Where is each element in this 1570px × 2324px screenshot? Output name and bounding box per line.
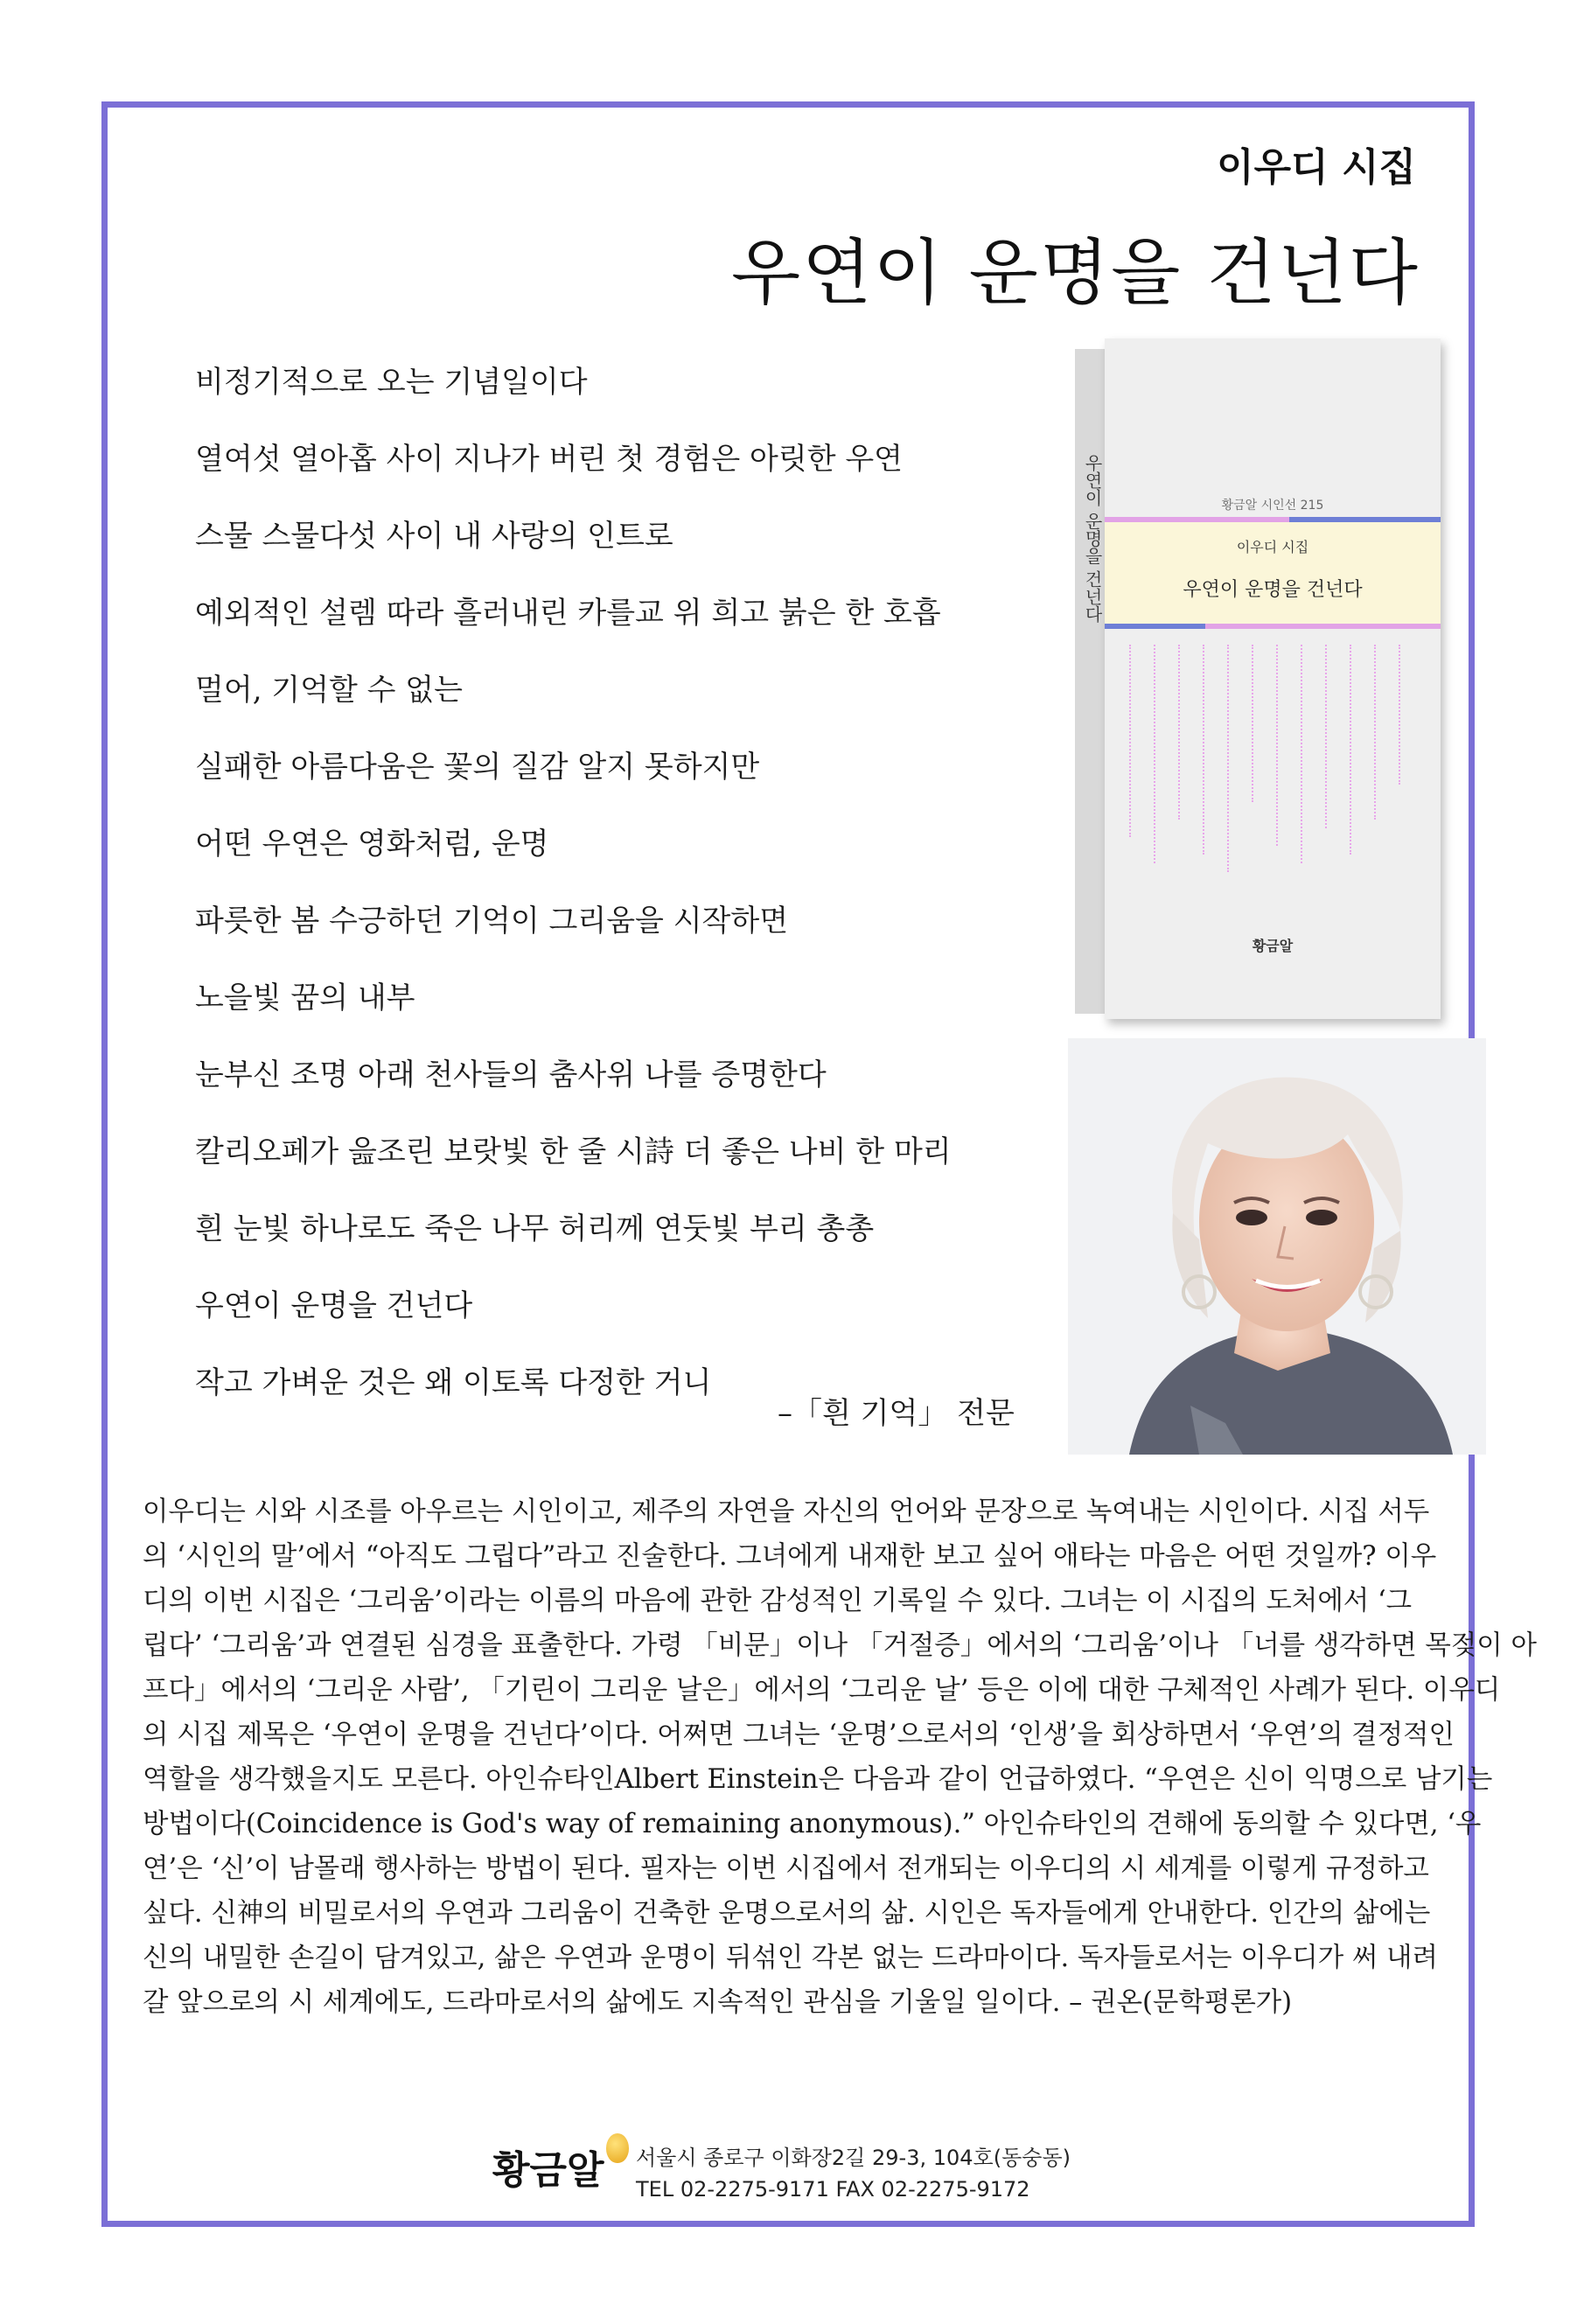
critique-line: 의 시집 제목은 ‘우연이 운명을 건넌다’이다. 어쩌면 그녀는 ‘운명’으로서의 ‘인생’을 회상하면서 ‘우연’의 결정적인 (143, 1720, 1455, 1750)
poem-line: 예외적인 설렘 따라 흘러내린 카를교 위 희고 붉은 한 호흡 (195, 596, 941, 631)
poem-source: –「흰 기억」 전문 (778, 1396, 1015, 1431)
poem-line: 노을빛 꿈의 내부 (195, 981, 415, 1015)
book-text-column (1154, 645, 1162, 863)
poem-line: 흰 눈빛 하나로도 죽은 나무 허리께 연둣빛 부리 총총 (195, 1211, 875, 1246)
golden-egg-icon (606, 2133, 629, 2163)
book-text-column (1178, 645, 1187, 820)
book-contents-columns (1129, 645, 1418, 872)
book-series-number: 황금알 시인선 215 (1221, 499, 1324, 513)
book-text-column (1374, 645, 1383, 820)
book-text-column (1276, 645, 1285, 846)
critique-line: 립다’ ‘그리움’과 연결된 심경을 표출한다. 가령 「비문」이나 「거절증」에서의 ‘그리움’이나 「너를 생각하면 목젖이 아 (143, 1630, 1537, 1661)
book-text-column (1301, 645, 1309, 863)
poem-line: 스물 스물다섯 사이 내 사랑의 인트로 (195, 519, 673, 554)
poem-line: 파릇한 봄 수긍하던 기억이 그리움을 시작하면 (195, 904, 789, 939)
critique-line: 프다」에서의 ‘그리운 사람’, 「기린이 그리운 날은」에서의 ‘그리운 날’ 등은 이에 대한 구체적인 사례가 된다. 이우디 (143, 1675, 1501, 1706)
book-stripe-top (1105, 517, 1441, 522)
critique-line: 의 ‘시인의 말’에서 “아직도 그립다”라고 진술한다. 그녀에게 내재한 보고 싶어 애타는 마음은 어떤 것일까? 이우 (143, 1541, 1437, 1572)
book-text-column (1252, 645, 1260, 802)
book-cover-image (1075, 338, 1442, 1019)
book-stripe-bottom (1105, 624, 1441, 629)
publisher-address: 서울시 종로구 이화장2길 29-3, 104호(동숭동) (636, 2146, 1071, 2170)
page-frame (101, 101, 1537, 2227)
critique-line: 갈 앞으로의 시 세계에도, 드라마로서의 삶에도 지속적인 관심을 기울일 일이다. – 권온(문학평론가) (143, 1987, 1293, 2018)
author-photo (1068, 1038, 1486, 1455)
book-text-column (1227, 645, 1236, 872)
critique-line: 신의 내밀한 손길이 담겨있고, 삶은 우연과 운명이 뒤섞인 각본 없는 드라마이다. 독자들로서는 이우디가 써 내려 (143, 1943, 1438, 1973)
poem-line: 칼리오페가 읊조린 보랏빛 한 줄 시詩 더 좋은 나비 한 마리 (195, 1134, 952, 1169)
poem-line: 작고 가벼운 것은 왜 이토록 다정한 거니 (195, 1365, 712, 1400)
page-title: 우연이 운명을 건넌다 (730, 232, 1420, 315)
critique-line: 싶다. 신神의 비밀로서의 우연과 그리움이 건축한 운명으로서의 삶. 시인은 독자들에게 안내한다. 인간의 삶에는 (143, 1898, 1431, 1929)
poem-line: 실패한 아름다움은 꽃의 질감 알지 못하지만 (195, 750, 760, 785)
poem (195, 344, 1122, 1421)
book-text-column (1325, 645, 1334, 828)
book-text-column (1129, 645, 1138, 837)
critique-line: 역할을 생각했을지도 모른다. 아인슈타인Albert Einstein은 다음과 같이 언급하였다. “우연은 신이 익명으로 남기는 (143, 1764, 1493, 1795)
poem-line: 어떤 우연은 영화처럼, 운명 (195, 827, 549, 862)
critique-line: 방법이다(Coincidence is God's way of remaining anonymous).” 아인슈타인의 견해에 동의할 수 있다면, ‘우 (143, 1809, 1482, 1839)
poem-line: 멀어, 기억할 수 없는 (195, 673, 463, 708)
publisher-logo (492, 2139, 629, 2195)
poem-line: 열여섯 열아홉 사이 지나가 버린 첫 경험은 아릿한 우연 (195, 442, 904, 477)
publisher-name: 황금알 (492, 2148, 604, 2193)
critique-line: 이우디는 시와 시조를 아우르는 시인이고, 제주의 자연을 자신의 언어와 문장으로 녹여내는 시인이다. 시집 서두 (143, 1497, 1430, 1527)
author-critique-text (143, 1490, 1537, 2025)
critique-line: 디의 이번 시집은 ‘그리움’이라는 이름의 마음에 관한 감성적인 기록일 수 있다. 그녀는 이 시집의 도처에서 ‘그 (143, 1586, 1413, 1616)
book-front-cover (1105, 338, 1441, 1019)
poem-line: 눈부신 조명 아래 천사들의 춤사위 나를 증명한다 (195, 1057, 827, 1092)
publisher-phone-fax: TEL 02-2275-9171 FAX 02-2275-9172 (636, 2177, 1030, 2202)
book-author: 이우디 시집 (1236, 539, 1309, 555)
publisher-contact (636, 2142, 1071, 2205)
poem-line: 우연이 운명을 건넌다 (195, 1288, 473, 1323)
author-portrait-illustration (1068, 1038, 1486, 1455)
book-spine (1075, 349, 1106, 1014)
book-publisher-logo: 황금알 (1252, 938, 1294, 954)
book-title: 우연이 운명을 건넌다 (1183, 579, 1363, 601)
book-text-column (1203, 645, 1211, 855)
book-spine-title: 우연이 운명을 건넌다 (1082, 454, 1103, 623)
book-text-column (1350, 645, 1358, 855)
poem-line: 비정기적으로 오는 기념일이다 (195, 365, 588, 400)
book-series-label: 이우디 시집 (1217, 145, 1416, 190)
book-text-column (1399, 645, 1407, 785)
critique-line: 연’은 ‘신’이 남몰래 행사하는 방법이 된다. 필자는 이번 시집에서 전개되는 이우디의 시 세계를 이렇게 규정하고 (143, 1853, 1429, 1884)
